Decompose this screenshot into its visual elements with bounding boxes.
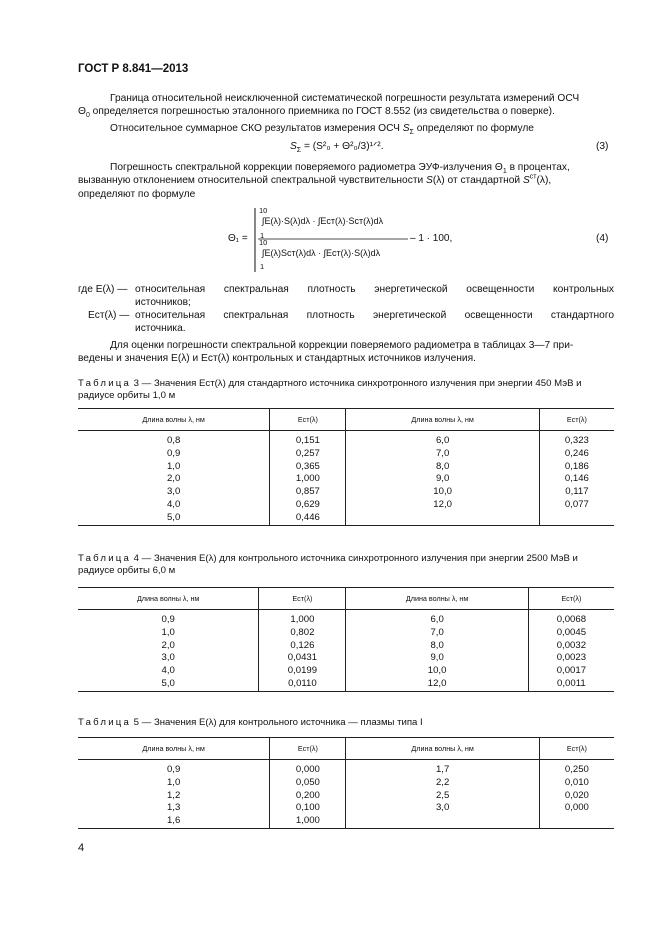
table-header-cell: Eст(λ) <box>270 738 346 760</box>
table-row: 1,0 0,365 8,0 0,186 <box>78 461 614 474</box>
paragraph-4 <box>78 339 614 366</box>
equation-4-lhs: Θ₁ = <box>228 233 248 244</box>
page-number: 4 <box>78 842 85 854</box>
where-e-text-1: относительная спектральная плотность энергетической освещенности контрольных <box>135 284 614 295</box>
table-row: 0,8 0,151 6,0 0,323 <box>78 435 614 448</box>
equation-3: $S_\Sigma = (S^2_0$ + Θ²₀/3)¹ᐟ². <box>290 141 384 155</box>
table-row: 3,0 0,0431 9,0 0,0023 <box>78 652 614 665</box>
table-3 <box>78 408 614 526</box>
where-est-text-1: относительная спектральная плотность энергетической освещенности стандартного <box>135 310 614 321</box>
table-row: 1,6 1,000 <box>78 815 614 828</box>
equation-4-number: (4) <box>596 233 609 244</box>
table-header-cell: Eст(λ) <box>539 738 614 760</box>
paragraph-4-line-2: ведены и значения E(λ) и Eст(λ) контрольных и стандартных источников излучения. <box>78 353 476 365</box>
equation-4-bar-left <box>254 208 258 272</box>
table-4-caption: Таблица 4 — Значения E(λ) для контрольного источника синхротронного излучения при энергии 2500 МэВ и радиусе орбиты 6,0 м <box>78 553 578 577</box>
where-e-text-2: источников; <box>135 297 191 308</box>
table-5 <box>78 737 614 829</box>
where-est-label: Eст(λ) — <box>88 310 130 321</box>
equation-4-denominator-expr: ∫E(λ)Sст(λ)dλ · ∫Eст(λ)·S(λ)dλ <box>262 248 381 258</box>
table-row: 2,0 0,126 8,0 0,0032 <box>78 640 614 653</box>
table-header-cell: Eст(λ) <box>259 588 346 610</box>
table-row: 1,0 0,050 2,2 0,010 <box>78 777 614 790</box>
table-5-caption: Таблица 5 — Значения E(λ) для контрольного источника — плазмы типа I <box>78 717 423 728</box>
paragraph-3-line-1: Погрешность спектральной коррекции поверяемого радиометра ЭУФ-излучения $\Theta_1$ в процентах, <box>110 162 570 176</box>
table-row: 0,9 0,000 1,7 0,250 <box>78 764 614 777</box>
table-3-caption: Таблица 3 — Значения Eст(λ) для стандартного источника синхротронного излучения при энергии 450 МэВ и радиусе орбиты 1,0 м <box>78 378 582 402</box>
table-header-cell: Длина волны λ, нм <box>346 588 528 610</box>
table-4 <box>78 587 614 692</box>
table-header-cell: Длина волны λ, нм <box>78 738 270 760</box>
table-row: 0,9 1,000 6,0 0,0068 <box>78 614 614 627</box>
paragraph-4-line-1: Для оценки погрешности спектральной коррекции поверяемого радиометра в таблицах 3—7 при- <box>110 340 574 351</box>
equation-4-tail: – 1 · 100, <box>410 233 453 244</box>
table-header-cell: Eст(λ) <box>528 588 614 610</box>
paragraph-1-line-2: $\Theta_0$ определяется погрешностью эталонного приемника по ГОСТ 8.552 (из свидетельства о поверке). <box>78 106 555 120</box>
paragraph-3-line-2: вызванную отклонением относительной спектральной чувствительности S(λ) от стандартной $S^{ст}(\lambda)$, <box>78 173 552 187</box>
paragraph-3-line-3: определяют по формуле <box>78 188 196 200</box>
where-est-text-2: источника. <box>135 323 186 334</box>
table-header-cell: Длина волны λ, нм <box>78 588 259 610</box>
table-header-cell: Eст(λ) <box>539 409 614 431</box>
paragraph-3 <box>78 161 614 201</box>
paragraph-1 <box>78 92 614 119</box>
table-header-cell: Длина волны λ, нм <box>78 409 270 431</box>
paragraph-1-line-1: Граница относительной неисключенной систематической погрешности результата измерений ОСЧ <box>110 93 580 104</box>
table-header-cell: Длина волны λ, нм <box>346 738 539 760</box>
table-row: 0,9 0,257 7,0 0,246 <box>78 448 614 461</box>
table-row: 1,0 0,802 7,0 0,0045 <box>78 627 614 640</box>
table-row: 3,0 0,857 10,0 0,117 <box>78 486 614 499</box>
table-row: 5,0 0,0110 12,0 0,0011 <box>78 678 614 691</box>
document-header: ГОСТ Р 8.841—2013 <box>78 63 189 75</box>
table-row: 2,0 1,000 9,0 0,146 <box>78 473 614 486</box>
paragraph-2: Относительное суммарное СКО результатов измерения ОСЧ $S_\Sigma$ определяют по формуле <box>110 123 534 137</box>
equation-3-number: (3) <box>596 141 609 152</box>
table-row: 5,0 0,446 <box>78 512 614 525</box>
equation-3-rhs: = (S²₀ + Θ²₀/3)¹ᐟ². <box>303 141 384 152</box>
table-header-cell: Длина волны λ, нм <box>346 409 539 431</box>
table-row: 1,2 0,200 2,5 0,020 <box>78 790 614 803</box>
equation-4-numerator-expr: ∫E(λ)·S(λ)dλ · ∫Eст(λ)·Sст(λ)dλ <box>262 216 384 226</box>
equation-4-denominator: 10 1 ∫E(λ)Sст(λ)dλ · ∫Eст(λ)·S(λ)dλ <box>259 238 381 271</box>
table-row: 4,0 0,0199 10,0 0,0017 <box>78 665 614 678</box>
equation-4-numerator: 10 1 ∫E(λ)·S(λ)dλ · ∫Eст(λ)·Sст(λ)dλ <box>259 206 384 240</box>
table-row: 4,0 0,629 12,0 0,077 <box>78 499 614 512</box>
table-row: 1,3 0,100 3,0 0,000 <box>78 802 614 815</box>
where-e-label: где E(λ) — <box>78 284 128 295</box>
table-header-cell: Eст(λ) <box>270 409 346 431</box>
